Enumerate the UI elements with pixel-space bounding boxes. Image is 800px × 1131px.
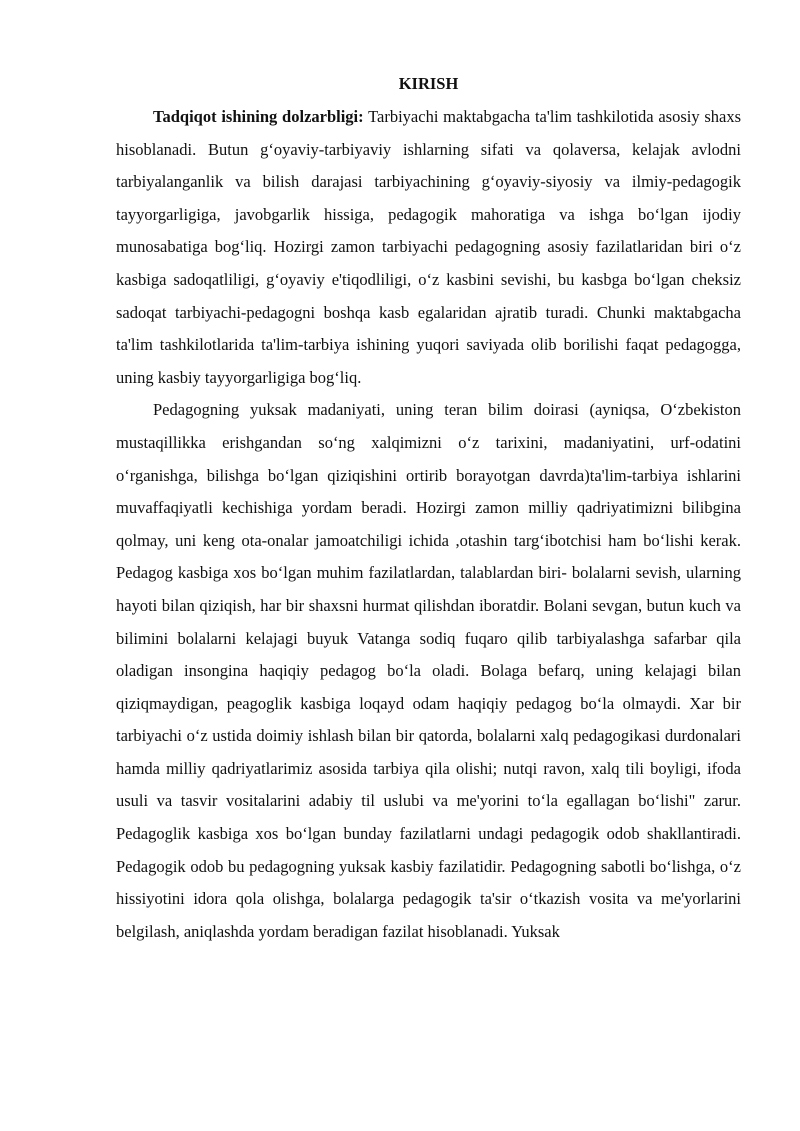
document-page [116, 74, 741, 948]
page-title: KIRISH [398, 74, 459, 93]
paragraph-relevance [116, 101, 741, 394]
paragraph-text: Pedagogning yuksak madaniyati, uning teran bilim doirasi (ayniqsa, O‘zbekiston mustaqillikka erishgandan so‘ng xalqimizni o‘z tarixini, madaniyatini, urf-odatini o‘rganishga, bilishga bo‘lgan qiziqishini ortirib borayotgan davrda)ta'lim-tarbiya ishlarini muvaffaqiyatli kechishiga yordam beradi. Hozirgi zamon milliy qadriyatimizni bilibgina qolmay, uni keng ota-onalar jamoatchiligi ichida ,otashin targ‘ibotchisi ham bo‘lishi kerak. Pedagog kasbiga xos bo‘lgan muhim fazilatlardan, talablardan biri- bolalarni sevish, ularning hayoti bilan qiziqish, har bir shaxsni hurmat qilishdan iboratdir. Bolani sevgan, butun kuch va bilimini bolalarni kelajagi buyuk Vatanga sodiq fuqaro qilib tarbiyalashga safarbar qila oladigan insongina haqiqiy pedagog bo‘la oladi. Bolaga befarq, uning kelajagi bilan qiziqmaydigan, peagoglik kasbiga loqayd odam haqiqiy pedagog bo‘la olmaydi. Xar bir tarbiyachi o‘z ustida doimiy ishlash bilan bir qatorda, bolalarni xalq pedagogikasi durdonalari hamda milliy qadriyatlarimiz asosida tarbiya qila olishi; nutqi ravon, xalq tili boyligi, ifoda usuli va tasvir vositalarini adabiy til uslubi va me'yorini to‘la egallagan bo‘lishi" zarur. Pedagoglik kasbiga xos bo‘lgan bunday fazilatlarni undagi pedagogik odob shakllantiradi. Pedagogik odob bu pedagogning yuksak kasbiy fazilatidir. Pedagogning sabotli bo‘lishga, o‘z hissiyotini idora qola olishga, bolalarga pedagogik ta'sir o‘tkazish vosita va me'yorlarini belgilash, aniqlashda yordam beradigan fazilat hisoblanadi. Yuksak [116, 400, 741, 941]
paragraph-text: Tarbiyachi maktabgacha ta'lim tashkilotida asosiy shaxs hisoblanadi. Butun g‘oyaviy-tarbiyaviy ishlarning sifati va qolaversa, kelajak avlodni tarbiyalanganlik va bilish darajasi tarbiyachining g‘oyaviy-siyosiy va ilmiy-pedagogik tayyorgarligiga, javobgarlik hissiga, pedagogik mahoratiga va ishga bo‘lgan ijodiy munosabatiga bog‘liq. Hozirgi zamon tarbiyachi pedagogning asosiy fazilatlaridan biri o‘z kasbiga sadoqatliligi, g‘oyaviy e'tiqodliligi, o‘z kasbini sevishi, bu kasbga bo‘lgan cheksiz sadoqat tarbiyachi-pedagogni boshqa kasb egalaridan ajratib turadi. Chunki maktabgacha ta'lim tashkilotlarida ta'lim-tarbiya ishining yuqori saviyada olib borilishi faqat pedagogga, uning kasbiy tayyorgarligiga bog‘liq. [116, 107, 741, 387]
paragraph-pedagog-culture [116, 394, 741, 948]
relevance-heading: Tadqiqot ishining dolzarbligi: [153, 107, 364, 126]
